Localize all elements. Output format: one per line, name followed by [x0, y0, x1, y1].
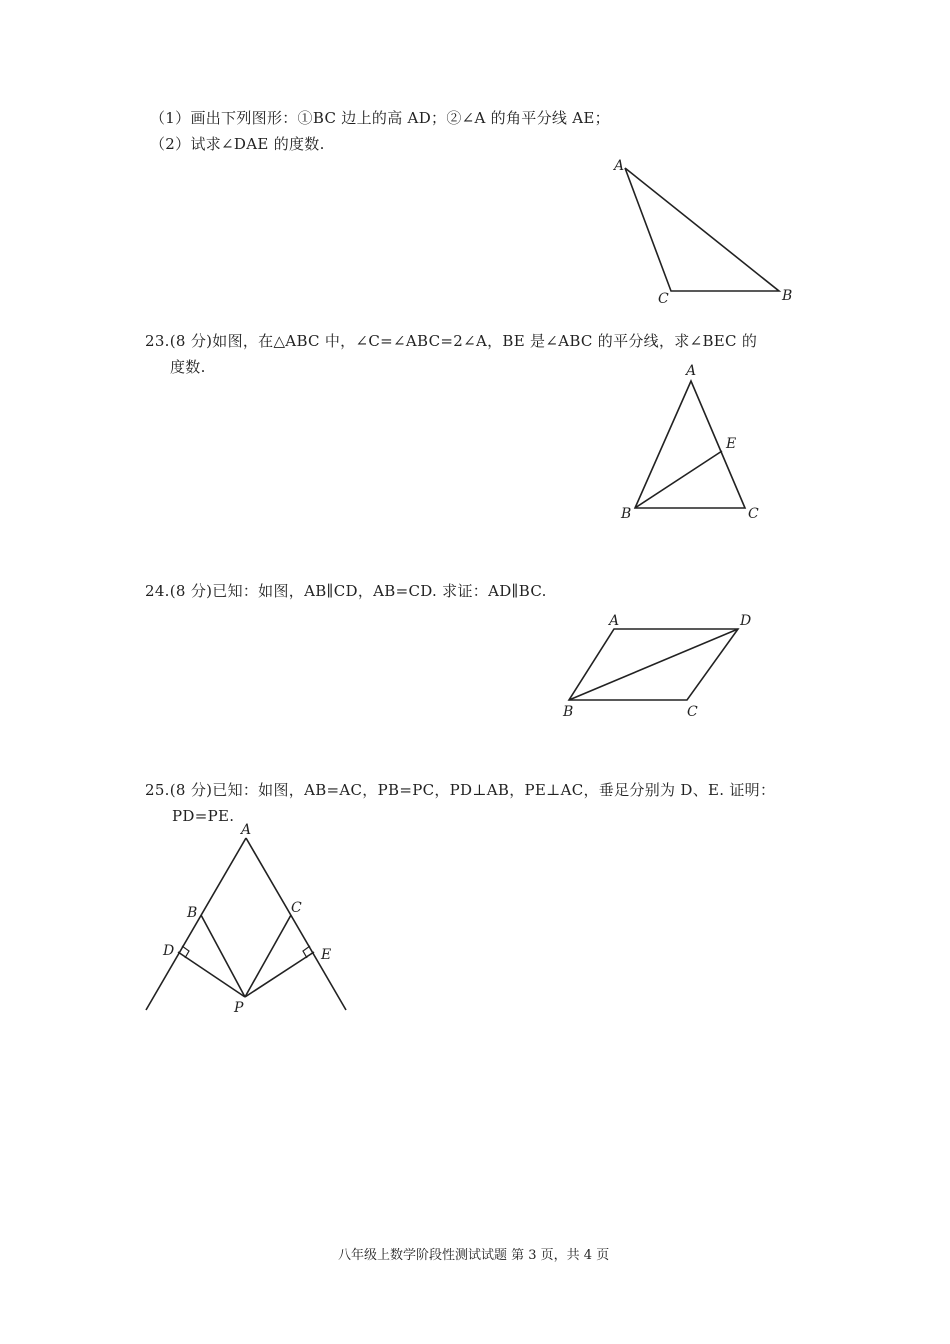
q25-line1: 25.(8 分)已知：如图，AB=AC，PB=PC，PD⊥AB，PE⊥AC，垂足分别为 D、E. 证明：: [145, 781, 776, 799]
q25-label-e: E: [321, 947, 332, 963]
q22-part1: （1）画出下列图形：①BC 边上的高 AD；②∠A 的角平分线 AE；: [150, 109, 610, 127]
q24-label-a: A: [609, 613, 620, 629]
q24-label-d: D: [740, 613, 752, 629]
q23-label-a: A: [686, 363, 697, 379]
q23-label-c: C: [748, 506, 759, 522]
page-footer: 八年级上数学阶段性测试试题 第 3 页，共 4 页: [338, 1248, 610, 1263]
q24-label-b: B: [563, 704, 574, 720]
q25-label-p: P: [234, 1000, 244, 1016]
q25-line2: PD=PE.: [172, 807, 235, 825]
q25-segment-dp: [178, 952, 245, 997]
q25-ray-right: [246, 838, 346, 1010]
q22-label-a: A: [614, 158, 625, 174]
q24-line1: 24.(8 分)已知：如图，AB∥CD，AB=CD. 求证：AD∥BC.: [145, 582, 547, 600]
q25-segment-ep: [245, 952, 314, 997]
q23-label-e: E: [726, 436, 737, 452]
q25-label-b: B: [187, 905, 198, 921]
q23-line2: 度数.: [170, 358, 206, 376]
q23-label-b: B: [621, 506, 632, 522]
q25-ray-left: [146, 838, 246, 1010]
q22-part2: （2）试求∠DAE 的度数.: [150, 135, 325, 153]
q25-segment-bp: [201, 915, 245, 997]
q23-line1: 23.(8 分)如图，在△ABC 中，∠C=∠ABC=2∠A，BE 是∠ABC 的平分线，求∠BEC 的: [145, 332, 758, 350]
q25-label-d: D: [163, 943, 175, 959]
q24-label-c: C: [687, 704, 698, 720]
q25-label-a: A: [241, 822, 252, 838]
q22-label-c: C: [658, 291, 669, 307]
q22-label-b: B: [782, 288, 793, 304]
q25-label-c: C: [291, 900, 302, 916]
q25-segment-cp: [245, 915, 291, 997]
